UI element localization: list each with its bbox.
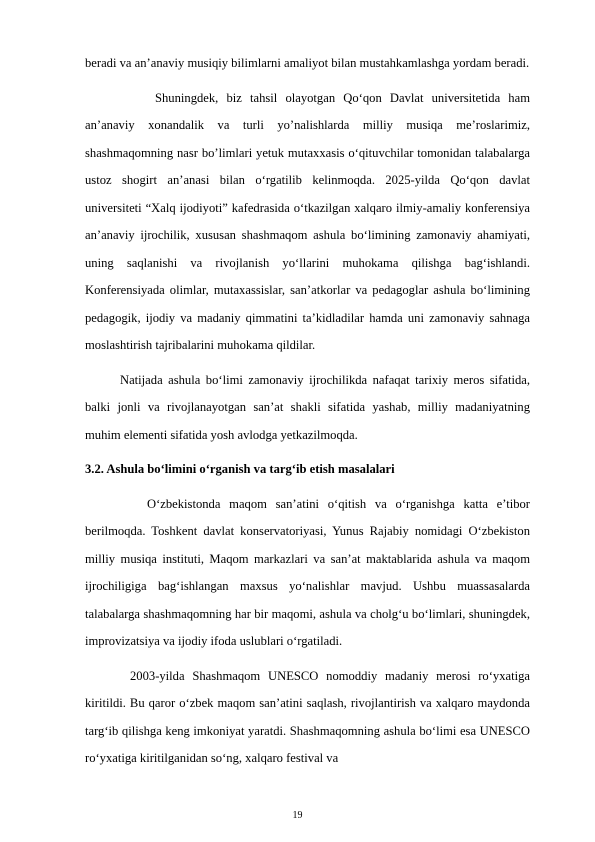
paragraph-2: Shuningdek, biz tahsil olayotgan Qo‘qon Davlat universitetida ham an’anaviy xonandalik va turli yo’nalishlarda milliy musiqa me’roslarimiz, shashmaqomning nasr bo’limlari yetuk mutaxxasis o‘qituvchilar tomonidan talabalarga ustoz shogirt an’anasi bilan o‘rgatilib kelinmoqda. 2025-yilda Qo‘qon davlat universiteti “Xalq ijodiyoti” kafedrasida o‘tkazilgan xalqaro ilmiy-amaliy konferensiya an’anaviy ijrochilik, xususan shashmaqom ashula bo‘limining zamonaviy ahamiyati, uning saqlanishi va rivojlanish yo‘llarini muhokama qilishga bag‘ishlandi. Konferensiyada olimlar, mutaxassislar, san’atkorlar va pedagoglar ashula bo‘limining pedagogik, ijodiy va madaniy qimmatini ta’kidladilar hamda uni zamonaviy sahnaga moslashtirish tajribalarini muhokama qildilar. [85,90,530,352]
paragraph-5: 2003-yilda Shashmaqom UNESCO nomoddiy madaniy merosi ro‘yxatiga kiritildi. Bu qaror o‘zbek maqom san’atini saqlash, rivojlantirish va xalqaro maydonda targ‘ib qilishga keng imkoniyat yaratdi. Shashmaqomning ashula bo‘limi esa UNESCO ro‘yxatiga kiritilganidan so‘ng, xalqaro festival va [85,668,530,765]
paragraph-1: beradi va an’anaviy musiqiy bilimlarni amaliyot bilan mustahkamlashga yordam beradi. [85,56,530,70]
page-number: 19 [292,810,303,821]
paragraph-3: Natijada ashula bo‘limi zamonaviy ijrochilikda nafaqat tarixiy meros sifatida, balki jonli va rivojlanayotgan san’at shakli sifatida yashab, milliy madaniyatning muhim elementi sifatida yosh avlodga yetkazilmoqda. [85,372,530,442]
document-page [85,50,530,773]
paragraph-4: O‘zbekistonda maqom san’atini o‘qitish va o‘rganishga katta e’tibor berilmoqda. Toshkent davlat konservatoriyasi, Yunus Rajabiy nomidagi O‘zbekiston milliy musiqa instituti, Maqom markazlari va san’at maktablarida ashula va maqom ijrochiligiga bag‘ishlangan maxsus yo‘nalishlar mavjud. Ushbu muassasalarda talabalarga shashmaqomning har bir maqomi, ashula va cholg‘u bo‘limlari, shuningdek, improvizatsiya va ijodiy ifoda uslublari o‘rgatiladi. [85,496,530,648]
section-heading: 3.2. Ashula bo‘limini o‘rganish va targ‘ib etish masalalari [85,462,395,476]
